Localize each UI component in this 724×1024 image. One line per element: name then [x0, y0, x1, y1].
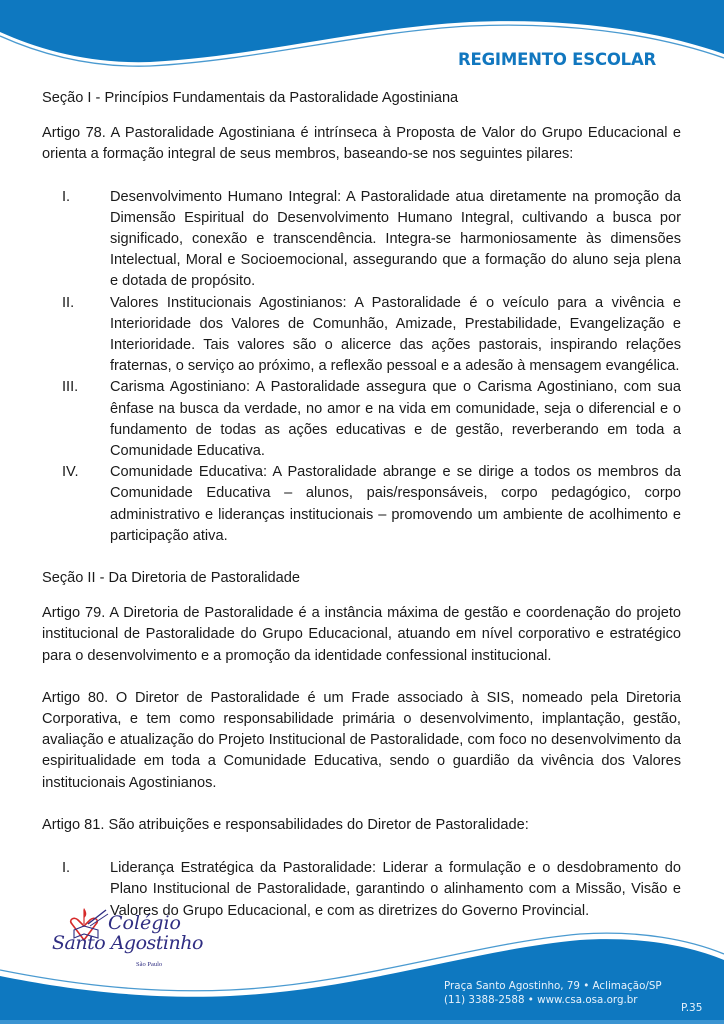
article-79-text: Artigo 79. A Diretoria de Pastoralidade é a instância máxima de gestão e coordenação do projeto institucional de Pastoralidade do Grupo Educacional, atuando em nível corporativo e estratégico para o desenvolvimento e a promoção da identidade confessional institucional.: [42, 605, 681, 664]
article-80-text: Artigo 80. O Diretor de Pastoralidade é um Frade associado à SIS, nomeado pela Diretoria Corporativa, e tem como responsabilidade primária o desenvolvimento, implantação, gestão, avaliação e atualização do Projeto Institucional de Pastoralidade, com foco no desenvolvimento da espiritualidade em toda a Comunidade Educativa, sendo o guardião da vivência dos Valores institucionais Agostinianos.: [42, 689, 681, 791]
logo-text-colegio: Colégio: [108, 912, 181, 934]
list-item-text: Valores Institucionais Agostinianos: A Pastoralidade é o veículo para a vivência e Interioridade dos Valores de Comunhão, Amizade, Prestabilidade, Evangelização e Interioridade. Tais valores são o alicerce das ações pastorais, inspirando relações fraternas, o serviço ao próximo, a reflexão pessoal e a adesão à mensagem evangélica.: [110, 294, 681, 375]
section-heading: Seção I - Princípios Fundamentais da Pastoralidade Agostiniana: [42, 90, 459, 106]
list-item: [42, 377, 681, 462]
list-numeral: IV.: [62, 464, 79, 481]
list-numeral: I.: [62, 860, 71, 877]
header-wave-decoration: [0, 0, 724, 90]
list-item-text: Comunidade Educativa: A Pastoralidade abrange e se dirige a todos os membros da Comunidade Educativa – alunos, pais/responsáveis, corpo pedagógico, corpo administrativo e lideranças institucionais – promovendo um ambiente de acolhimento e participação ativa.: [110, 464, 681, 544]
footer-contact: [444, 979, 662, 1007]
article-78-text: Artigo 78. A Pastoralidade Agostiniana é intrínseca à Proposta de Valor do Grupo Educacional e orienta a formação integral de seus membros, baseando-se nos seguintes pilares:: [42, 125, 681, 163]
list-numeral: III.: [62, 379, 79, 396]
list-item-text: Desenvolvimento Humano Integral: A Pastoralidade atua diretamente na promoção da Dimensão Espiritual do Desenvolvimento Humano Integral, cultivando a busca por significado, conexão e transcendência. Integra-se harmoniosamente às dimensões Intelectual, Moral e Socioemocional, assegurando que a formação do aluno seja plena e dotada de propósito.: [110, 188, 681, 290]
list-item-text: Carisma Agostiniano: A Pastoralidade assegura que o Carisma Agostiniano, com sua ênfase na busca da verdade, no amor e na vida em comunidade, seja o diferencial e o fundamento de todas as ações educativas e de gestão, reverberando em toda a Comunidade Educativa.: [110, 379, 681, 460]
document-body: [42, 88, 681, 922]
list-numeral: II.: [62, 294, 75, 311]
logo-text-sao-paulo: São Paulo: [136, 961, 163, 968]
list-item: [42, 462, 681, 547]
list-item-text: Liderança Estratégica da Pastoralidade: Liderar a formulação e o desdobramento do Plano Institucional de Pastoralidade, garantindo o alinhamento com a Missão, Visão e Valores do Grupo Educacional, e com as diretrizes do Governo Provincial.: [110, 860, 681, 919]
list-numeral: I.: [62, 188, 71, 205]
school-logo: [48, 908, 203, 982]
footer-address-line: Praça Santo Agostinho, 79 • Aclimação/SP: [444, 980, 662, 992]
document-title: REGIMENTO ESCOLAR: [458, 50, 657, 69]
article-78-list: [42, 187, 681, 547]
footer-phone-website-line: (11) 3388-2588 • www.csa.osa.org.br: [444, 994, 638, 1006]
section-heading: Seção II - Da Diretoria de Pastoralidade: [42, 570, 300, 587]
list-item: [42, 293, 681, 378]
list-item: [42, 187, 681, 293]
logo-text-santo-agostinho: Santo Agostinho: [52, 932, 203, 954]
page-number: P.35: [681, 1002, 703, 1014]
article-81-text: Artigo 81. São atribuições e responsabilidades do Diretor de Pastoralidade:: [42, 816, 529, 833]
